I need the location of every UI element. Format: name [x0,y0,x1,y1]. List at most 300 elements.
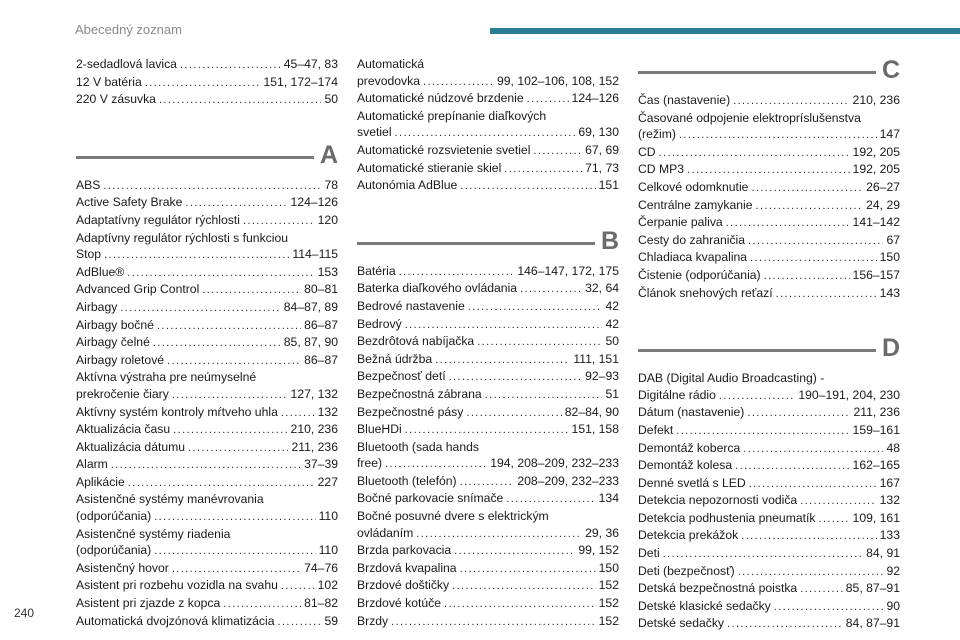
index-entry [357,108,619,142]
index-entry-text: Baterka diaľkového ovládania [357,281,518,296]
dot-leader [395,125,576,142]
index-entry-pages: 152 [598,613,619,628]
dot-leader [243,213,315,230]
dot-leader [416,526,582,543]
index-entry-pages: 150 [879,250,900,265]
index-entry [638,232,900,250]
index-entry [638,563,900,581]
index-entry-pages: 37–39 [304,457,338,472]
index-entry [76,421,338,439]
dot-leader [104,247,289,264]
index-entry-text: Batéria [357,263,396,278]
index-entry [638,267,900,285]
index-entry-pages: 42 [605,316,619,331]
index-entry [638,249,900,267]
index-entry [357,56,619,90]
dot-leader [159,92,321,109]
index-entry-pages: 192, 205 [852,144,900,159]
dot-leader [435,352,570,369]
index-entry [76,281,338,299]
dot-leader [405,422,569,439]
index-entry [357,386,619,404]
index-entry [76,212,338,230]
page-number: 240 [14,606,35,620]
index-entry-pages: 85, 87–91 [845,581,900,596]
index-entry-text: Airbagy bočné [76,317,154,332]
index-entry [76,299,338,317]
index-entry-text: Bočné parkovacie snímače [357,491,504,506]
index-entry [357,351,619,369]
index-entry [638,110,900,144]
index-entry [76,474,338,492]
index-entry-pages: 26–27 [866,179,900,194]
index-entry [357,508,619,542]
index-column-2 [357,56,619,630]
section-header-d [638,334,900,363]
index-entry-text: prekročenie čiary [76,386,169,401]
index-entry-pages: 71, 73 [585,160,619,175]
index-entry [638,404,900,422]
index-entry [357,439,619,473]
dot-leader [127,265,314,282]
index-entry-pages: 133 [879,528,900,543]
index-entry-text: Brzdové doštičky [357,578,450,593]
index-entry-pages: 82–84, 90 [564,404,619,419]
index-entry-pages: 50 [324,92,338,107]
index-entry-text: free) [357,456,383,471]
index-entry-text: Chladiaca kvapalina [638,250,748,265]
index-entry-text: Aktualizácia dátumu [76,439,186,454]
index-entry [638,527,900,545]
dot-leader [485,387,603,404]
index-entry-text: Centrálne zamykanie [638,197,753,212]
index-entry-pages: 110 [318,543,338,558]
dot-leader [663,546,863,563]
index-entry-pages: 67, 69 [585,142,619,157]
dot-leader [281,578,315,595]
dot-leader [506,491,595,508]
section-letter: B [600,226,619,255]
index-entry-text: ABS [76,177,101,192]
index-entry [357,595,619,613]
index-entry-leading-text: Asistenčné systémy riadenia [76,526,231,541]
index-entry [357,368,619,386]
index-entry-pages: 81–82 [304,596,338,611]
index-entry-pages: 92 [886,563,900,578]
dot-leader [733,93,849,110]
section-rule [357,242,595,245]
index-entry-text: Digitálne rádio [638,387,716,402]
index-entry-pages: 42 [605,298,619,313]
index-entry [357,298,619,316]
page-header-title: Abecedný zoznam [75,22,182,37]
index-entry [638,179,900,197]
index-entry [76,404,338,422]
index-entry [76,74,338,92]
index-entry-text: Adaptatívny regulátor rýchlosti [76,212,240,227]
index-entry-pages: 210, 236 [290,422,338,437]
index-entry [76,56,338,74]
index-entry-leading-text: Bluetooth (sada hands [357,439,479,454]
index-entry-text: Autonómia AdBlue [357,178,458,193]
index-entry-pages: 102 [317,578,338,593]
index-entry-text: Bluetooth (telefón) [357,473,457,488]
index-entry [638,440,900,458]
index-entry [638,510,900,528]
index-entry-pages: 124–126 [571,91,619,106]
dot-leader [120,300,280,317]
dot-leader [800,581,843,598]
index-entry [76,456,338,474]
index-entry [357,613,619,631]
index-entry-text: Článok snehových reťazí [638,285,773,300]
index-entry-text: CD [638,144,656,159]
index-entry [638,161,900,179]
index-entry [638,615,900,633]
index-entry [76,264,338,282]
index-entry-text: Asistent pri rozbehu vozidla na svahu [76,578,278,593]
index-entry [638,580,900,598]
dot-leader [145,75,261,92]
index-entry-text: Airbagy čelné [76,335,150,350]
dot-leader [520,281,582,298]
index-entry [76,369,338,403]
dot-leader [173,422,287,439]
dot-leader [719,388,795,405]
index-entry [76,526,338,560]
index-entry-pages: 69, 130 [578,125,619,140]
index-entry-text: Brzda parkovacia [357,543,452,558]
dot-leader [726,215,850,232]
section-rule [76,156,314,159]
index-column-1 [76,56,338,630]
index-entry-text: Asistenčný hovor [76,560,169,575]
index-entry-pages: 194, 208–209, 232–233 [490,456,619,471]
index-entry-pages: 156–157 [852,267,900,282]
index-entry-pages: 132 [317,404,338,419]
index-entry-pages: 150 [598,560,619,575]
index-entry-text: Detské sedačky [638,616,725,631]
index-entry [357,490,619,508]
index-entry-text: Bezpečnosť detí [357,369,446,384]
dot-leader [202,282,301,299]
index-entry [357,316,619,334]
index-entry [76,352,338,370]
index-entry-text: Asistent pri zjazde z kopca [76,596,221,611]
dot-leader [180,57,281,74]
index-entry-pages: 92–93 [585,369,619,384]
index-entry [357,421,619,439]
index-entry-pages: 84, 87–91 [845,616,900,631]
index-entry [76,560,338,578]
index-entry-text: Dátum (nastavenie) [638,405,745,420]
index-entry-pages: 153 [317,264,338,279]
index-entry-pages: 24, 29 [866,197,900,212]
dot-leader [755,198,863,215]
dot-leader [172,387,288,404]
index-entry-leading-text: Automatická [357,57,425,71]
index-entry [638,475,900,493]
index-entry-pages: 208–209, 232–233 [517,473,619,488]
index-entry [76,577,338,595]
dot-leader [747,405,850,422]
index-entry-pages: 85, 87, 90 [283,335,338,350]
index-entry-text: Brzdové kotúče [357,596,442,611]
dot-leader [504,161,582,178]
index-entry [638,92,900,110]
index-entry-text: Stop [76,247,102,262]
dot-leader [468,299,603,316]
dot-leader [405,317,603,334]
index-entry-pages: 99, 152 [578,543,619,558]
dot-leader [167,353,301,370]
dot-leader [460,178,595,195]
index-entry [357,160,619,178]
index-entry-text: Active Safety Brake [76,195,183,210]
index-entry-pages: 167 [879,475,900,490]
dot-leader [743,441,883,458]
index-entry [76,230,338,264]
index-entry-pages: 192, 205 [852,162,900,177]
index-entry-pages: 78 [324,177,338,192]
dot-leader [188,440,288,457]
index-entry [638,422,900,440]
dot-leader [477,334,602,351]
index-entry-text: Denné svetlá s LED [638,475,746,490]
dot-leader [172,561,301,578]
dot-leader [764,268,850,285]
dot-leader [399,264,515,281]
index-entry-pages: 146–147, 172, 175 [517,263,619,278]
dot-leader [460,561,596,578]
index-entry-pages: 109, 161 [852,510,900,525]
index-entry-text: Cesty do zahraničia [638,232,746,247]
index-entry-leading-text: Adaptívny regulátor rýchlosti s funkciou [76,230,289,245]
index-entry-text: prevodovka [357,73,421,88]
dot-leader [444,596,596,613]
dot-leader [452,578,596,595]
index-entry-pages: 51 [605,386,619,401]
index-entry-leading-text: DAB (Digital Audio Broadcasting) - [638,371,825,386]
index-entry-pages: 147 [879,127,900,142]
dot-leader [750,250,877,267]
index-entry-pages: 80–81 [304,282,338,297]
dot-leader [819,511,850,528]
index-entry-text: Advanced Grip Control [76,282,200,297]
index-entry-text: Detská bezpečnostná poistka [638,581,798,596]
index-entry-text: Airbagy roletové [76,352,165,367]
header-accent-bar [490,28,960,34]
index-entry-pages: 29, 36 [585,525,619,540]
index-entry [76,317,338,335]
index-entry-text: 2-sedadlová lavica [76,57,177,71]
index-entry-pages: 48 [886,440,900,455]
dot-leader [751,180,863,197]
index-entry-leading-text: Aktívna výstraha pre neúmyselné [76,370,257,385]
index-entry [638,214,900,232]
index-entry [76,439,338,457]
dot-leader [223,596,301,613]
index-entry [357,280,619,298]
index-entry [357,263,619,281]
index-entry-leading-text: Bočné posuvné dvere s elektrickým [357,509,549,524]
index-entry [357,404,619,422]
dot-leader [774,599,884,616]
dot-leader [735,458,849,475]
index-entry-text: (odporúčania) [76,543,152,558]
index-entry-pages: 32, 64 [585,281,619,296]
index-entry-pages: 59 [324,613,338,628]
index-entry [638,144,900,162]
index-entry [638,492,900,510]
index-entry-text: Aktívny systém kontroly mŕtveho uhla [76,404,278,419]
index-entry-text: svetiel [357,125,392,140]
index-entry-pages: 162–165 [852,458,900,473]
index-entry-text: Automatické stieranie skiel [357,160,502,175]
index-entry-text: Automatické rozsvietenie svetiel [357,142,531,157]
index-entry-text: AdBlue® [76,264,125,279]
index-entry-pages: 86–87 [304,352,338,367]
index-entry-pages: 151, 158 [571,422,619,437]
index-entry [357,542,619,560]
index-entry-text: (odporúčania) [76,509,152,524]
index-entry-pages: 151 [598,178,619,193]
index-entry-leading-text: Časované odpojenie elektropríslušenstva [638,110,861,125]
index-entry-text: Bedrový [357,316,402,331]
index-entry [357,90,619,108]
dot-leader [533,143,582,160]
section-letter: C [881,56,900,84]
index-entry-pages: 127, 132 [290,386,338,401]
dot-leader [277,614,321,631]
index-entry-pages: 110 [318,509,338,524]
index-entry [638,598,900,616]
dot-leader [748,233,883,250]
dot-leader [385,456,487,473]
dot-leader [154,509,315,526]
index-entry-text: Automatické núdzové brzdenie [357,91,524,106]
dot-leader [738,564,884,581]
dot-leader [454,543,575,560]
dot-leader [157,318,301,335]
dot-leader [103,178,321,195]
dot-leader [391,614,596,631]
dot-leader [128,475,315,492]
index-entry-text: Brzdy [357,613,389,628]
index-entry-pages: 132 [879,493,900,508]
index-entry-text: Automatická dvojzónová klimatizácia [76,613,275,628]
index-entry-text: Aplikácie [76,474,125,489]
index-entry-pages: 151, 172–174 [263,74,338,89]
dot-leader [679,127,877,144]
index-entry-pages: 90 [886,598,900,613]
index-entry [76,194,338,212]
index-entry-pages: 159–161 [852,422,900,437]
index-entry-text: BlueHDi [357,422,402,437]
index-entry-pages: 190–191, 204, 230 [798,387,900,402]
index-entry-pages: 120 [317,212,338,227]
index-entry-pages: 227 [317,474,338,489]
section-rule [638,71,876,74]
index-entry-text: CD MP3 [638,162,685,177]
index-entry-text: Deti (bezpečnosť) [638,563,735,578]
index-entry [357,333,619,351]
index-entry [76,91,338,109]
index-entry [638,370,900,404]
dot-leader [527,91,569,108]
index-entry-text: Detekcia prekážok [638,528,739,543]
index-entry [357,177,619,195]
index-entry-text: (režim) [638,127,676,142]
index-entry-pages: 84, 91 [866,546,900,561]
index-entry-text: Bedrové nastavenie [357,298,465,313]
dot-leader [449,369,583,386]
index-entry-pages: 143 [879,285,900,300]
index-entry-text: Bežná údržba [357,351,433,366]
index-entry [638,545,900,563]
dot-leader [423,74,494,91]
index-entry-pages: 134 [598,491,619,506]
index-entry-leading-text: Automatické prepínanie diaľkových [357,108,547,123]
section-header-a [76,140,338,169]
dot-leader [154,543,315,560]
dot-leader [460,474,515,491]
index-entry-text: 220 V zásuvka [76,92,156,107]
dot-leader [281,405,315,422]
index-entry-pages: 84–87, 89 [283,299,338,314]
index-entry-text: Bezdrôtová nabíjačka [357,334,475,349]
index-entry-text: Alarm [76,457,108,472]
index-entry [357,142,619,160]
index-entry [76,334,338,352]
index-entry [76,491,338,525]
index-entry [357,577,619,595]
index-column-3 [638,56,900,633]
index-entry-pages: 210, 236 [852,93,900,107]
index-entry-text: 12 V batéria [76,74,142,89]
index-entry-text: Detské klasické sedačky [638,598,771,613]
dot-leader [687,162,849,179]
index-entry-text: Demontáž koberca [638,440,741,455]
index-entry-pages: 99, 102–106, 108, 152 [497,73,619,88]
index-entry [76,177,338,195]
index-entry [638,197,900,215]
dot-leader [659,145,850,162]
index-entry-text: Čerpanie paliva [638,215,723,230]
index-entry [357,473,619,491]
index-entry-text: Detekcia nepozornosti vodiča [638,493,798,508]
index-entry-pages: 74–76 [304,560,338,575]
dot-leader [153,335,281,352]
dot-leader [111,457,301,474]
section-header-b [357,226,619,255]
index-entry-leading-text: Asistenčné systémy manévrovania [76,492,264,507]
section-header-c [638,58,900,82]
dot-leader [727,616,843,633]
index-entry-pages: 152 [598,596,619,611]
index-entry [638,285,900,303]
index-entry-pages: 211, 236 [291,439,338,454]
section-letter: A [319,140,338,169]
index-entry-text: Deti [638,546,660,561]
dot-leader [676,423,849,440]
index-entry-text: ovládaním [357,525,414,540]
index-entry-pages: 50 [605,334,619,349]
index-entry-text: Detekcia podhustenia pneumatík [638,510,816,525]
dot-leader [466,405,561,422]
index-entry-text: Aktualizácia času [76,422,171,437]
index-entry-text: Celkové odomknutie [638,179,749,194]
